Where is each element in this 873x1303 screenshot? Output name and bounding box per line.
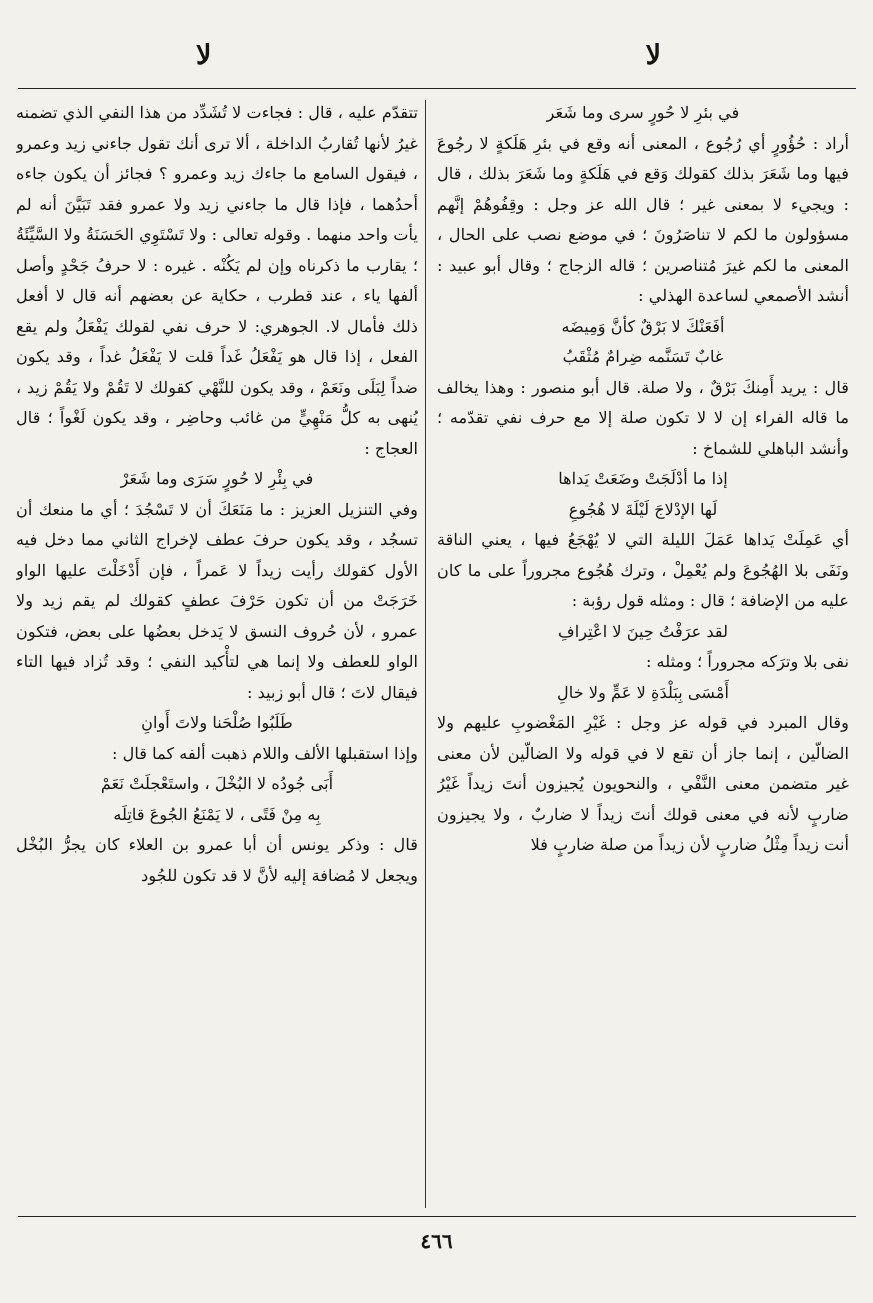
prose-paragraph: أي عَمِلَتْ يَداها عَمَلَ الليلة التي لا يُهْجَعُ فيها ، يعني الناقة ونَفَى بلا الهُجُوعَ ولم يُعْمِلْ ، وترك هُجُوع مجروراً على ما كان عليه من الإضافة ؛ قال : ومثله قول رؤبة : [437, 530, 849, 610]
verse-line: أفَعَنْكَ لا بَرْقٌ كأنَّ وَمِيضَه [561, 316, 725, 336]
verse-line: أَمْسَى بِبَلْدَةِ لا عَمٍّ ولا خالِ [557, 682, 729, 702]
verse-line: غابٌ تَسَنَّمه ضِرامٌ مُثْقَبُ [562, 347, 724, 366]
verse-line: بِه مِنْ فَتًى ، لا يَمْنَعُ الجُوعَ قاتِلَه [113, 804, 321, 824]
page-header [0, 40, 873, 90]
prose-paragraph: وفي التنزيل العزيز : ما مَنَعَكَ أن لا تَسْجُدَ ؛ أي ما منعك أن تسجُد ، وقد يكون حرفَ عطف لإخراج الثاني مما دخل فيه الأول كقولك رأيت زيداً لا عَمراً ، فإن أَدْخَلْتَ عليها الواو خَرَجَتْ من أن تكون حَرْفَ عطفٍ كقولك لم يقم زيد ولا عمرو ، لأن حُروف النسق لا يَدخل بعضُها على بعض، فتكون الواو للعطف ولا إنما هي لتأْكيد النفي ؛ وقد تُزاد فيها التاء فيقال لاتَ ؛ قال أبو زبيد : [16, 499, 418, 702]
prose-paragraph: وقال المبرد في قوله عز وجل : غَيْرِ المَغْضوبِ عليهم ولا الضالّين ، إنما جاز أن تقع لا في قوله ولا الضالّين لأن معنى غير متضمن معنى النَّفْي ، والنحويون يُجيزون أنتَ زيداً غَيْرُ ضاربٍ لأنه في معنى قولك أنتَ زيداً لا ضاربٌ ، ولا يجيزون أنت زيداً مِثْلُ ضاربٍ لأن زيداً من صلة ضاربٍ فلا [437, 713, 849, 854]
running-headword-left: لا [196, 40, 212, 71]
top-rule [18, 88, 856, 89]
column-divider [425, 100, 426, 1208]
verse-line: في بئرِ لا حُورٍ سرى وما شَعَر [546, 103, 740, 122]
prose-paragraph: قال : وذكر يونس أن أبا عمرو بن العلاء كان يجرُّ البُخْل ويجعل لا مُضافة إليه لأنَّ لا قد تكون للجُود [16, 835, 418, 885]
right-text-column [437, 98, 849, 1210]
page-number: ٤٦٦ [420, 1229, 453, 1253]
verse-line: أَبَى جُودُه لا البُخْلَ ، واستَعْجلَتْ نَعَمْ [100, 774, 334, 793]
prose-paragraph: تتقدّم عليه ، قال : فجاءت لا تُشَدِّد من هذا النفي الذي تضمنه غيرُ لأنها تُقاربُ الداخلة ، ألا ترى أنك تقول جاءني زيد وعمرو ، فيقول السامع ما جاءك زيد وعمرو ؟ فجائز أن يكون جاءه أحدُهما ، فإذا قال ما جاءني زيد ولا عمرو فقد تَبَيَّنَ أنه لم يأت واحد منهما . وقوله تعالى : ولا تَسْتَوِي الحَسَنَةُ ولا السَّيِّئَةُ ؛ يقارب ما ذكرناه وإن لم يَكُنْه . غيره : لا حرفُ جَحْدٍ وأصل ألفها ياء ، عند قطرب ، حكاية عن بعضهم أنه قال لا أفعل ذلك فأمال لا. الجوهري: لا حرف نفي لقولك يَفْعَلُ ولم يقع الفعل ، إذا قال هو يَفْعَلُ غَداً قلت لا يَفْعَلُ غداً ، وقد يكون ضداً لِبَلَى ونَعَمْ ، وقد يكون للنَّهْي كقولك لا تَقُمْ ولا يَقُمْ زيد ، يُنهى به كلُّ مَنْهِيٍّ من غائب وحاضِر ، وقد يكون لَغْواً ؛ قال العجاج : [16, 103, 418, 458]
verse-line: لَها الإدْلاجَ لَيْلَةَ لا هُجُوعِ [568, 499, 718, 519]
prose-paragraph: أراد : حُؤُورٍ أي رُجُوع ، المعنى أنه وقع في بئرِ هَلَكةٍ لا رجُوعَ فيها وما شَعَرَ بذلك كقولك وَقع في هَلَكةٍ وما شَعَرَ بذلك ، قال : ويجيء لا بمعنى غير ؛ قال الله عز وجل : وقِفُوهُمْ إنَّهم مسؤولون ما لكم لا تناصَرُونَ ؛ في موضع نصب على الحال ، المعنى ما لكم غيرَ مُتناصرين ؛ قاله الزجاج ؛ وقال أبو عبيد : أنشد الأصمعي لساعدة الهذلي : [437, 133, 849, 305]
prose-paragraph: قال : يريد أَمِنكَ بَرْقٌ ، ولا صلة. قال أبو منصور : وهذا يخالف ما قاله الفراء إن لا لا تكون صلة إلا مع حرف نفي تقدّمه ؛ وأنشد الباهلي للشماخ : [437, 377, 849, 458]
left-text-column [16, 98, 418, 1210]
verse-line: لقد عرَفْتُ حِينَ لا اعْتِرافِ [557, 621, 729, 641]
prose-paragraph: نفى بلا وترَكه مجروراً ؛ ومثله : [645, 652, 849, 671]
verse-line: طَلَبُوا صُلْحَنا ولاتَ أَوانِ [141, 713, 293, 732]
running-headword-right: لا [645, 40, 661, 71]
verse-line: إذا ما أدْلَجَتْ وضَعَتْ يَداها [558, 469, 728, 488]
verse-line: في بِئْرِ لا حُورٍ سَرَى وما شَعَرْ [120, 469, 314, 488]
prose-paragraph: وإذا استقبلها الألف واللام ذهبت ألفه كما قال : [111, 743, 418, 763]
bottom-rule [18, 1216, 856, 1217]
